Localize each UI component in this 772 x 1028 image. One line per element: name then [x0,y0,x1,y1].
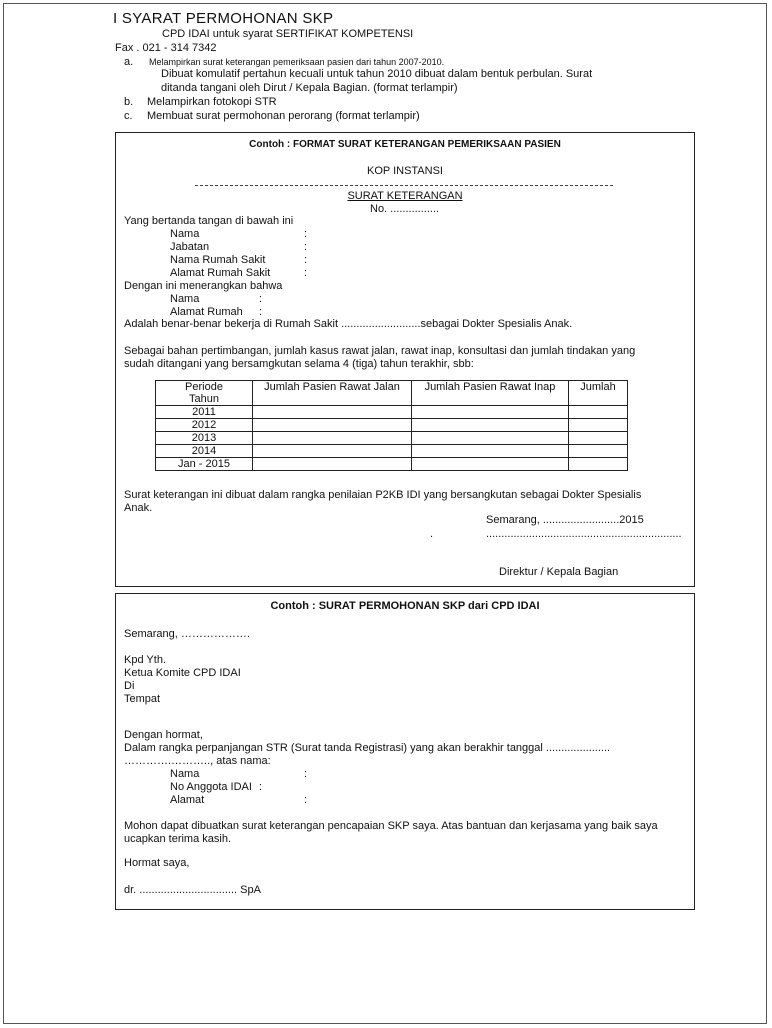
table-cell [412,445,569,458]
table-header: Jumlah Pasien Rawat Jalan [253,381,412,406]
consideration-line-2: sudah ditangani yang bersamgkutan selama 4 (tiga) tahun terakhir, sbb: [124,358,474,370]
field-label: No Anggota IDAI [170,781,252,793]
table-cell-period: 2014 [156,445,253,458]
recipient-line: Ketua Komite CPD IDAI [124,667,241,679]
table-cell [569,419,628,432]
table-cell [253,445,412,458]
table-cell [412,406,569,419]
table-cell [253,419,412,432]
table-row [156,419,628,432]
field-colon: : [304,241,308,253]
place-date: Semarang, .........................2015 [486,514,644,526]
signature-line: ................................................................ [486,528,682,540]
list-marker-a: a. [124,56,134,68]
list-marker-b: b. [124,96,134,108]
table-cell [569,432,628,445]
table-cell-period: Jan - 2015 [156,458,253,471]
field-label: Nama [170,228,200,240]
format1-title: Contoh : FORMAT SURAT KETERANGAN PEMERIKSAAN PASIEN [249,139,561,150]
field-colon: : [259,293,263,305]
intro2-text: Dengan ini menerangkan bahwa [124,280,283,292]
recipient-line: Tempat [124,693,161,705]
recipient-line: Di [124,680,135,692]
field-colon: : [304,794,308,806]
doc-title: SURAT KETERANGAN [347,190,463,202]
closing-greeting: Hormat saya, [124,857,190,869]
closing-line-2: Anak. [124,502,153,514]
table-header: Jumlah Pasien Rawat Inap [412,381,569,406]
field-label: Nama [170,768,200,780]
field-label: Alamat Rumah Sakit [170,267,271,279]
table-header: Periode Tahun [156,381,253,406]
field-colon: : [304,254,308,266]
field-colon: : [259,781,263,793]
field-colon: : [304,228,308,240]
patient-summary-table [155,380,628,471]
dot-mark: . [430,528,434,540]
kop-divider [195,185,613,186]
signer-title: Direktur / Kepala Bagian [499,566,619,578]
doc-number: No. ................ [370,203,440,215]
field-label: Nama Rumah Sakit [170,254,266,266]
signature: dr. ................................ SpA [124,884,261,896]
table-cell [412,432,569,445]
table-header: Jumlah [569,381,628,406]
requirement-a-detail-2: ditanda tangani oleh Dirut / Kepala Bagian. (format terlampir) [161,82,458,94]
closing-line-1: Surat keterangan ini dibuat dalam rangka penilaian P2KB IDI yang bersangkutan sebagai Dokter Spesialis [124,489,642,501]
requirement-b: Melampirkan fotokopi STR [147,96,277,108]
kop-instansi: KOP INSTANSI [366,165,443,177]
request-line-2: ucapkan terima kasih. [124,833,231,845]
table-cell-period: 2012 [156,419,253,432]
body-line-2: ………….……….., atas nama: [124,755,271,767]
field-colon: : [304,768,308,780]
page-subtitle: CPD IDAI untuk syarat SERTIFIKAT KOMPETENSI [162,28,414,40]
consideration-line-1: Sebagai bahan pertimbangan, jumlah kasus rawat jalan, rawat inap, konsultasi dan jumlah tindakan yang [124,345,636,357]
fax-number: Fax . 021 - 314 7342 [115,42,217,54]
place-date: Semarang, ………………. [124,628,250,640]
list-marker-c: c. [124,110,133,122]
table-cell-period: 2011 [156,406,253,419]
table-cell [569,458,628,471]
table-cell [412,458,569,471]
field-label: Jabatan [170,241,210,253]
table-cell [569,406,628,419]
field-colon: : [304,267,308,279]
table-cell [253,458,412,471]
greeting: Dengan hormat, [124,729,203,741]
format2-title: Contoh : SURAT PERMOHONAN SKP dari CPD IDAI [270,600,540,612]
requirement-a: Melampirkan surat keterangan pemeriksaan pasien dari tahun 2007-2010. [149,57,445,67]
requirement-c: Membuat surat permohonan perorang (format terlampir) [147,110,420,122]
table-row [156,432,628,445]
table-row [156,445,628,458]
request-line-1: Mohon dapat dibuatkan surat keterangan pencapaian SKP saya. Atas bantuan dan kerjasama yang baik saya [124,820,658,832]
statement-text: Adalah benar-benar bekerja di Rumah Sakit ..........................sebagai Dokter Spesialis Anak. [124,318,573,330]
requirement-a-detail-1: Dibuat komulatif pertahun kecuali untuk tahun 2010 dibuat dalam bentuk perbulan. Surat [161,68,593,80]
field-colon: : [259,306,263,318]
table-cell [569,445,628,458]
page-title: I SYARAT PERMOHONAN SKP [113,10,334,27]
table-cell [412,419,569,432]
table-row [156,458,628,471]
table-cell [253,406,412,419]
recipient-line: Kpd Yth. [124,654,166,666]
field-label: Nama [170,293,200,305]
field-label: Alamat [170,794,205,806]
body-line-1: Dalam rangka perpanjangan STR (Surat tanda Registrasi) yang akan berakhir tanggal ..................... [124,742,611,754]
table-cell-period: 2013 [156,432,253,445]
field-label: Alamat Rumah [170,306,243,318]
table-cell [253,432,412,445]
intro-text: Yang bertanda tangan di bawah ini [124,215,294,227]
table-row [156,406,628,419]
